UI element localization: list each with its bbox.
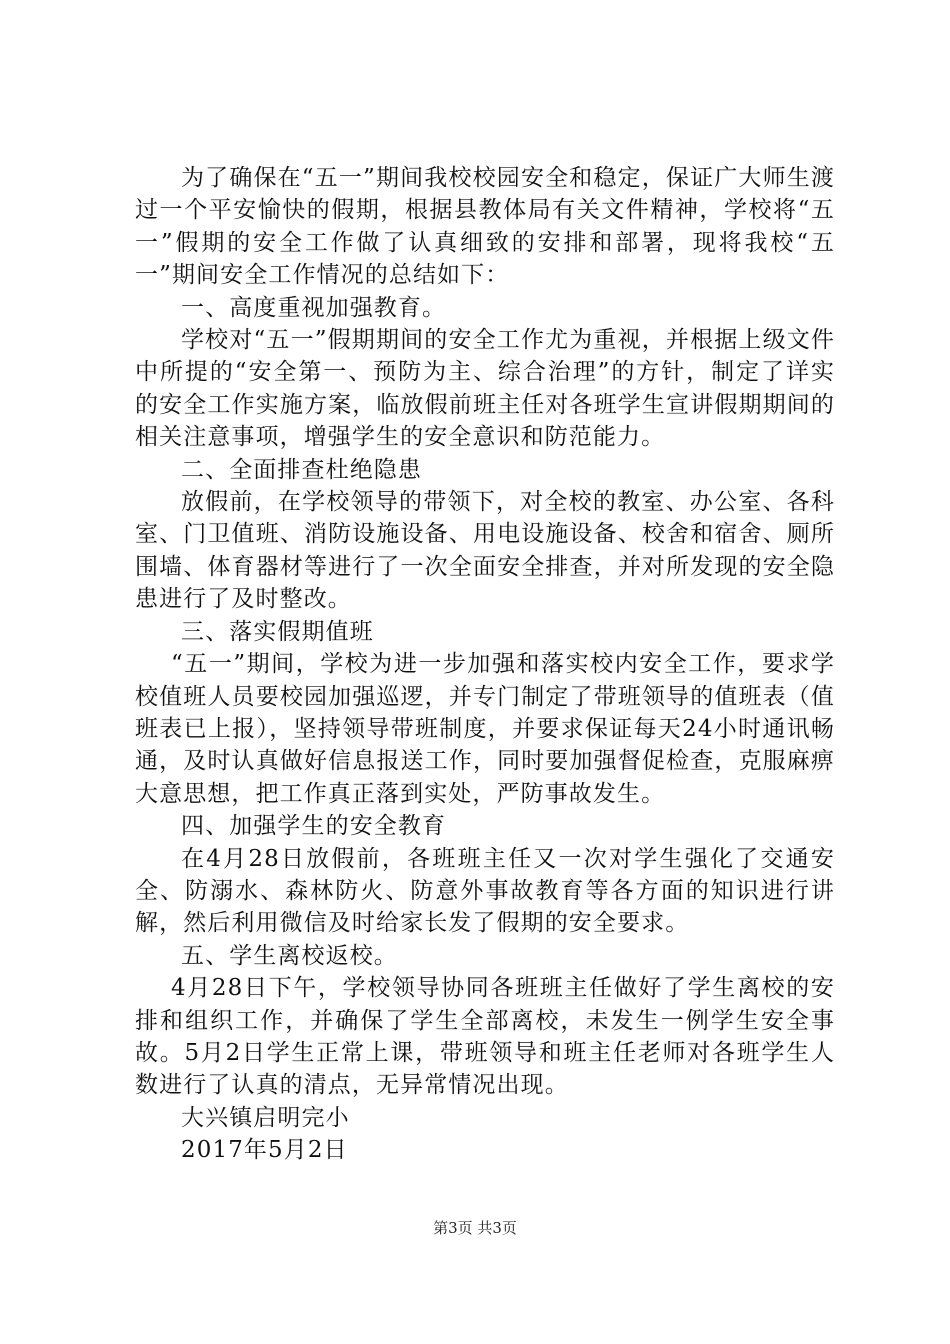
section-heading-4: 四、加强学生的安全教育 <box>181 813 447 840</box>
paragraph-section-2: 放假前，在学校领导的带领下，对全校的教室、办公室、各科室、门卫值班、消防设施设备、用电设施设备、校舍和宿舍、厕所围墙、体育器材等进行了一次全面安全排查，并对所发现的安全隐患进行了及时整改。 <box>135 489 835 613</box>
page-number-footer: 第3页 共3页 <box>433 1219 517 1237</box>
document-body <box>135 162 835 1167</box>
section-heading-1: 一、高度重视加强教育。 <box>181 294 447 321</box>
paragraph-intro: 为了确保在“五一”期间我校校园安全和稳定，保证广大师生渡过一个平安愉快的假期，根据县教体局有关文件精神，学校将“五一”假期的安全工作做了认真细致的安排和部署，现将我校“五一”期间安全工作情况的总结如下： <box>135 165 835 289</box>
section-heading-3: 三、落实假期值班 <box>181 618 374 645</box>
document-date: 2017年5月2日 <box>181 1137 348 1164</box>
section-heading-5: 五、学生离校返校。 <box>181 942 398 969</box>
section-heading-2: 二、全面排查杜绝隐患 <box>181 456 422 483</box>
paragraph-section-1: 学校对“五一”假期期间的安全工作尤为重视，并根据上级文件中所提的“安全第一、预防为主、综合治理”的方针，制定了详实的安全工作实施方案，临放假前班主任对各班学生宣讲假期期间的相关注意事项，增强学生的安全意识和防范能力。 <box>135 327 835 451</box>
paragraph-section-5: 4月28日下午，学校领导协同各班班主任做好了学生离校的安排和组织工作，并确保了学生全部离校，未发生一例学生安全事故。5月2日学生正常上课，带班领导和班主任老师对各班学生人数进行了认真的清点，无异常情况出现。 <box>135 975 835 1099</box>
paragraph-section-4: 在4月28日放假前，各班班主任又一次对学生强化了交通安全、防溺水、森林防火、防意外事故教育等各方面的知识进行讲解，然后利用微信及时给家长发了假期的安全要求。 <box>135 845 835 937</box>
paragraph-section-3: “五一”期间，学校为进一步加强和落实校内安全工作，要求学校值班人员要校园加强巡逻，并专门制定了带班领导的值班表（值班表已上报），坚持领导带班制度，并要求保证每天24小时通讯畅通，及时认真做好信息报送工作，同时要加强督促检查，克服麻痹大意思想，把工作真正落到实处，严防事故发生。 <box>135 651 835 807</box>
signature: 大兴镇启明完小 <box>181 1104 350 1131</box>
